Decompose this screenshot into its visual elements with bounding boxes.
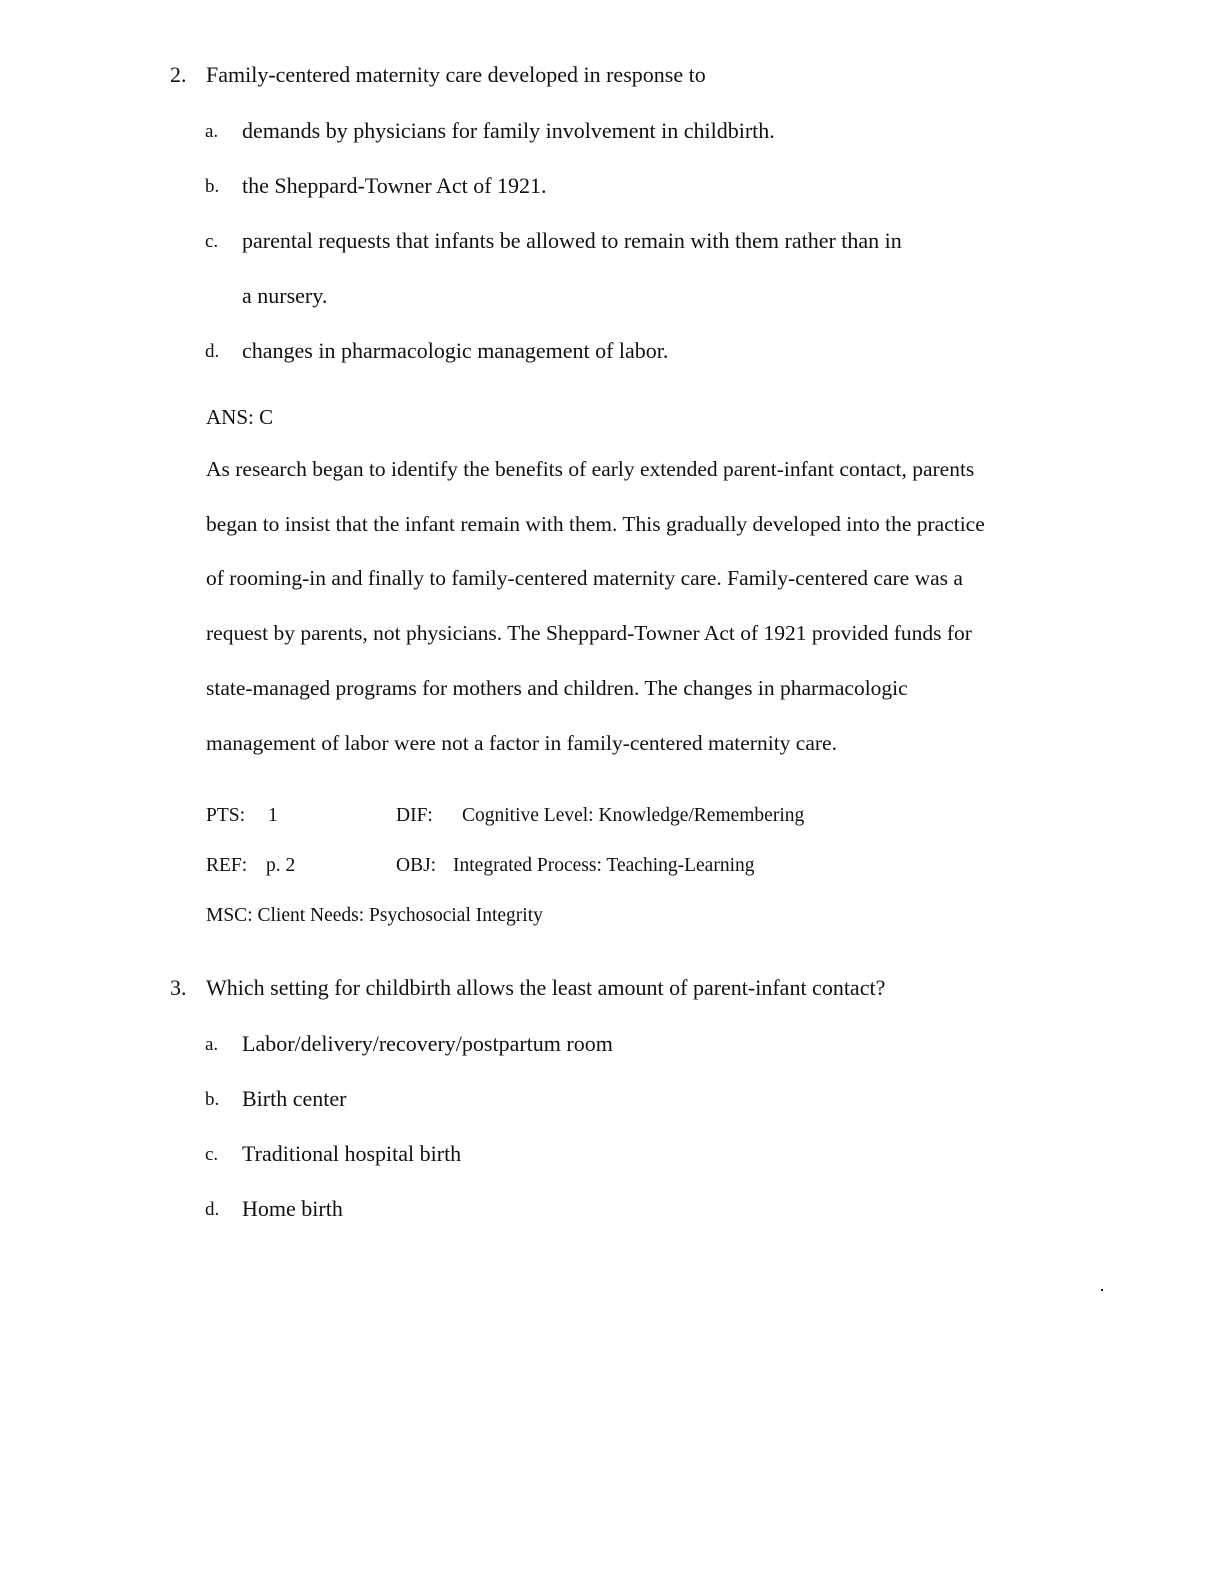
option-letter: b. (205, 176, 220, 197)
question-stem: Which setting for childbirth allows the least amount of parent-infant contact? (206, 975, 886, 1000)
rationale-line: management of labor were not a factor in family-centered maternity care. (206, 731, 837, 755)
question-stem: Family-centered maternity care developed in response to (206, 62, 706, 87)
option-text: Birth center (242, 1086, 347, 1111)
obj-value: Integrated Process: Teaching-Learning (453, 855, 755, 876)
option-text: Labor/delivery/recovery/postpartum room (242, 1031, 613, 1056)
option-letter: c. (205, 1144, 219, 1165)
rationale-line: request by parents, not physicians. The Sheppard-Towner Act of 1921 provided funds for (206, 621, 972, 645)
option-text: demands by physicians for family involvement in childbirth. (242, 118, 775, 143)
stray-dot (1101, 1289, 1103, 1291)
option-letter: d. (205, 1199, 220, 1220)
option-letter: a. (205, 1034, 219, 1055)
ref-label: REF: (206, 855, 248, 876)
option-letter: b. (205, 1089, 220, 1110)
option-text: Traditional hospital birth (242, 1141, 462, 1166)
question-number: 2. (170, 62, 187, 87)
question-number: 3. (170, 975, 187, 1000)
dif-value: Cognitive Level: Knowledge/Remembering (462, 805, 805, 826)
option-text: parental requests that infants be allowed to remain with them rather than in (242, 228, 902, 253)
option-letter: a. (205, 121, 219, 142)
pts-label: PTS: (206, 805, 246, 826)
rationale-line: of rooming-in and finally to family-centered maternity care. Family-centered care was a (206, 566, 963, 590)
option-letter: d. (205, 341, 220, 362)
option-text-continuation: a nursery. (242, 283, 328, 308)
option-text: the Sheppard-Towner Act of 1921. (242, 173, 547, 198)
msc-line: MSC: Client Needs: Psychosocial Integrity (206, 905, 543, 926)
answer-key: ANS: C (206, 405, 274, 429)
rationale-line: As research began to identify the benefits of early extended parent-infant contact, parents (206, 457, 975, 481)
pts-value: 1 (268, 805, 278, 826)
rationale-line: state-managed programs for mothers and children. The changes in pharmacologic (206, 676, 908, 700)
dif-label: DIF: (396, 805, 433, 826)
rationale-line: began to insist that the infant remain with them. This gradually developed into the practice (206, 512, 985, 536)
option-text: Home birth (242, 1196, 343, 1221)
ref-value: p. 2 (266, 855, 296, 876)
option-letter: c. (205, 231, 219, 252)
obj-label: OBJ: (396, 855, 437, 876)
option-text: changes in pharmacologic management of labor. (242, 338, 669, 363)
